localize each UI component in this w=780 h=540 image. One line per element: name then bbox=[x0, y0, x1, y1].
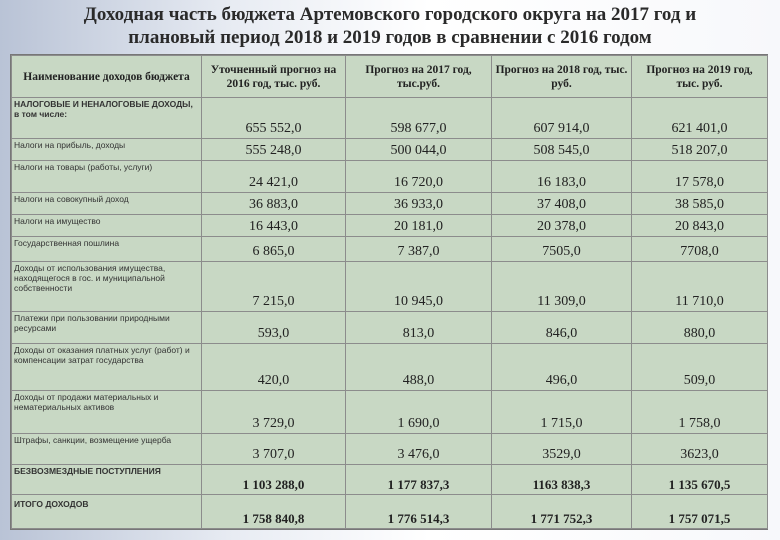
row-name: Налоги на совокупный доход bbox=[12, 193, 202, 215]
row-name: Налоги на товары (работы, услуги) bbox=[12, 161, 202, 193]
cell-2018: 607 914,0 bbox=[492, 98, 632, 139]
cell-2019: 1 757 071,5 bbox=[632, 495, 768, 529]
header-2018: Прогноз на 2018 год, тыс. руб. bbox=[492, 56, 632, 98]
table-row bbox=[12, 161, 768, 193]
cell-2017: 36 933,0 bbox=[346, 193, 492, 215]
table-row bbox=[12, 312, 768, 344]
cell-2017: 16 720,0 bbox=[346, 161, 492, 193]
row-name: Налоги на прибыль, доходы bbox=[12, 139, 202, 161]
cell-2016: 36 883,0 bbox=[202, 193, 346, 215]
cell-2016: 6 865,0 bbox=[202, 237, 346, 262]
cell-2018: 11 309,0 bbox=[492, 262, 632, 312]
row-name: БЕЗВОЗМЕЗДНЫЕ ПОСТУПЛЕНИЯ bbox=[12, 465, 202, 495]
row-name: Штрафы, санкции, возмещение ущерба bbox=[12, 434, 202, 465]
cell-2016: 7 215,0 bbox=[202, 262, 346, 312]
cell-2019: 1 135 670,5 bbox=[632, 465, 768, 495]
cell-2017: 488,0 bbox=[346, 344, 492, 391]
cell-2018: 1 715,0 bbox=[492, 391, 632, 434]
cell-2016: 1 758 840,8 bbox=[202, 495, 346, 529]
header-2017: Прогноз на 2017 год, тыс.руб. bbox=[346, 56, 492, 98]
cell-2018: 1 771 752,3 bbox=[492, 495, 632, 529]
row-name: Доходы от использования имущества, находящегося в гос. и муниципальной собственности bbox=[12, 262, 202, 312]
table-row bbox=[12, 193, 768, 215]
budget-table bbox=[11, 55, 768, 529]
title-line-2: плановый период 2018 и 2019 годов в сравнении с 2016 годом bbox=[128, 27, 652, 48]
table-row bbox=[12, 465, 768, 495]
table-row bbox=[12, 215, 768, 237]
cell-2018: 3529,0 bbox=[492, 434, 632, 465]
cell-2017: 1 177 837,3 bbox=[346, 465, 492, 495]
table-row bbox=[12, 237, 768, 262]
cell-2016: 3 707,0 bbox=[202, 434, 346, 465]
cell-2018: 508 545,0 bbox=[492, 139, 632, 161]
cell-2018: 496,0 bbox=[492, 344, 632, 391]
cell-2019: 3623,0 bbox=[632, 434, 768, 465]
table-row bbox=[12, 344, 768, 391]
header-row bbox=[12, 56, 768, 98]
cell-2018: 7505,0 bbox=[492, 237, 632, 262]
row-name: ИТОГО ДОХОДОВ bbox=[12, 495, 202, 529]
row-name: НАЛОГОВЫЕ И НЕНАЛОГОВЫЕ ДОХОДЫ, в том числе: bbox=[12, 98, 202, 139]
cell-2017: 813,0 bbox=[346, 312, 492, 344]
cell-2017: 598 677,0 bbox=[346, 98, 492, 139]
cell-2017: 3 476,0 bbox=[346, 434, 492, 465]
row-name: Доходы от оказания платных услуг (работ) и компенсации затрат государства bbox=[12, 344, 202, 391]
cell-2018: 16 183,0 bbox=[492, 161, 632, 193]
cell-2017: 20 181,0 bbox=[346, 215, 492, 237]
table-row bbox=[12, 391, 768, 434]
cell-2019: 1 758,0 bbox=[632, 391, 768, 434]
cell-2018: 846,0 bbox=[492, 312, 632, 344]
row-name: Налоги на имущество bbox=[12, 215, 202, 237]
cell-2019: 17 578,0 bbox=[632, 161, 768, 193]
table-row bbox=[12, 139, 768, 161]
cell-2019: 518 207,0 bbox=[632, 139, 768, 161]
cell-2017: 7 387,0 bbox=[346, 237, 492, 262]
cell-2018: 20 378,0 bbox=[492, 215, 632, 237]
cell-2019: 38 585,0 bbox=[632, 193, 768, 215]
table-row bbox=[12, 262, 768, 312]
table-row bbox=[12, 434, 768, 465]
budget-table-container bbox=[10, 54, 768, 530]
header-2016: Уточненный прогноз на 2016 год, тыс. руб. bbox=[202, 56, 346, 98]
cell-2019: 509,0 bbox=[632, 344, 768, 391]
cell-2016: 16 443,0 bbox=[202, 215, 346, 237]
cell-2019: 7708,0 bbox=[632, 237, 768, 262]
header-2019: Прогноз на 2019 год, тыс. руб. bbox=[632, 56, 768, 98]
cell-2016: 420,0 bbox=[202, 344, 346, 391]
cell-2018: 37 408,0 bbox=[492, 193, 632, 215]
row-name: Платежи при пользовании природными ресурсами bbox=[12, 312, 202, 344]
cell-2019: 11 710,0 bbox=[632, 262, 768, 312]
cell-2016: 555 248,0 bbox=[202, 139, 346, 161]
header-income-name: Наименование доходов бюджета bbox=[12, 56, 202, 98]
cell-2019: 621 401,0 bbox=[632, 98, 768, 139]
title-line-1: Доходная часть бюджета Артемовского городского округа на 2017 год и bbox=[83, 4, 697, 25]
cell-2016: 24 421,0 bbox=[202, 161, 346, 193]
cell-2016: 655 552,0 bbox=[202, 98, 346, 139]
cell-2019: 20 843,0 bbox=[632, 215, 768, 237]
cell-2016: 3 729,0 bbox=[202, 391, 346, 434]
slide-title bbox=[30, 3, 750, 49]
cell-2017: 1 776 514,3 bbox=[346, 495, 492, 529]
cell-2016: 593,0 bbox=[202, 312, 346, 344]
cell-2019: 880,0 bbox=[632, 312, 768, 344]
cell-2018: 1163 838,3 bbox=[492, 465, 632, 495]
cell-2016: 1 103 288,0 bbox=[202, 465, 346, 495]
row-name: Доходы от продажи материальных и нематериальных активов bbox=[12, 391, 202, 434]
row-name: Государственная пошлина bbox=[12, 237, 202, 262]
table-row bbox=[12, 98, 768, 139]
table-row bbox=[12, 495, 768, 529]
cell-2017: 500 044,0 bbox=[346, 139, 492, 161]
cell-2017: 1 690,0 bbox=[346, 391, 492, 434]
cell-2017: 10 945,0 bbox=[346, 262, 492, 312]
